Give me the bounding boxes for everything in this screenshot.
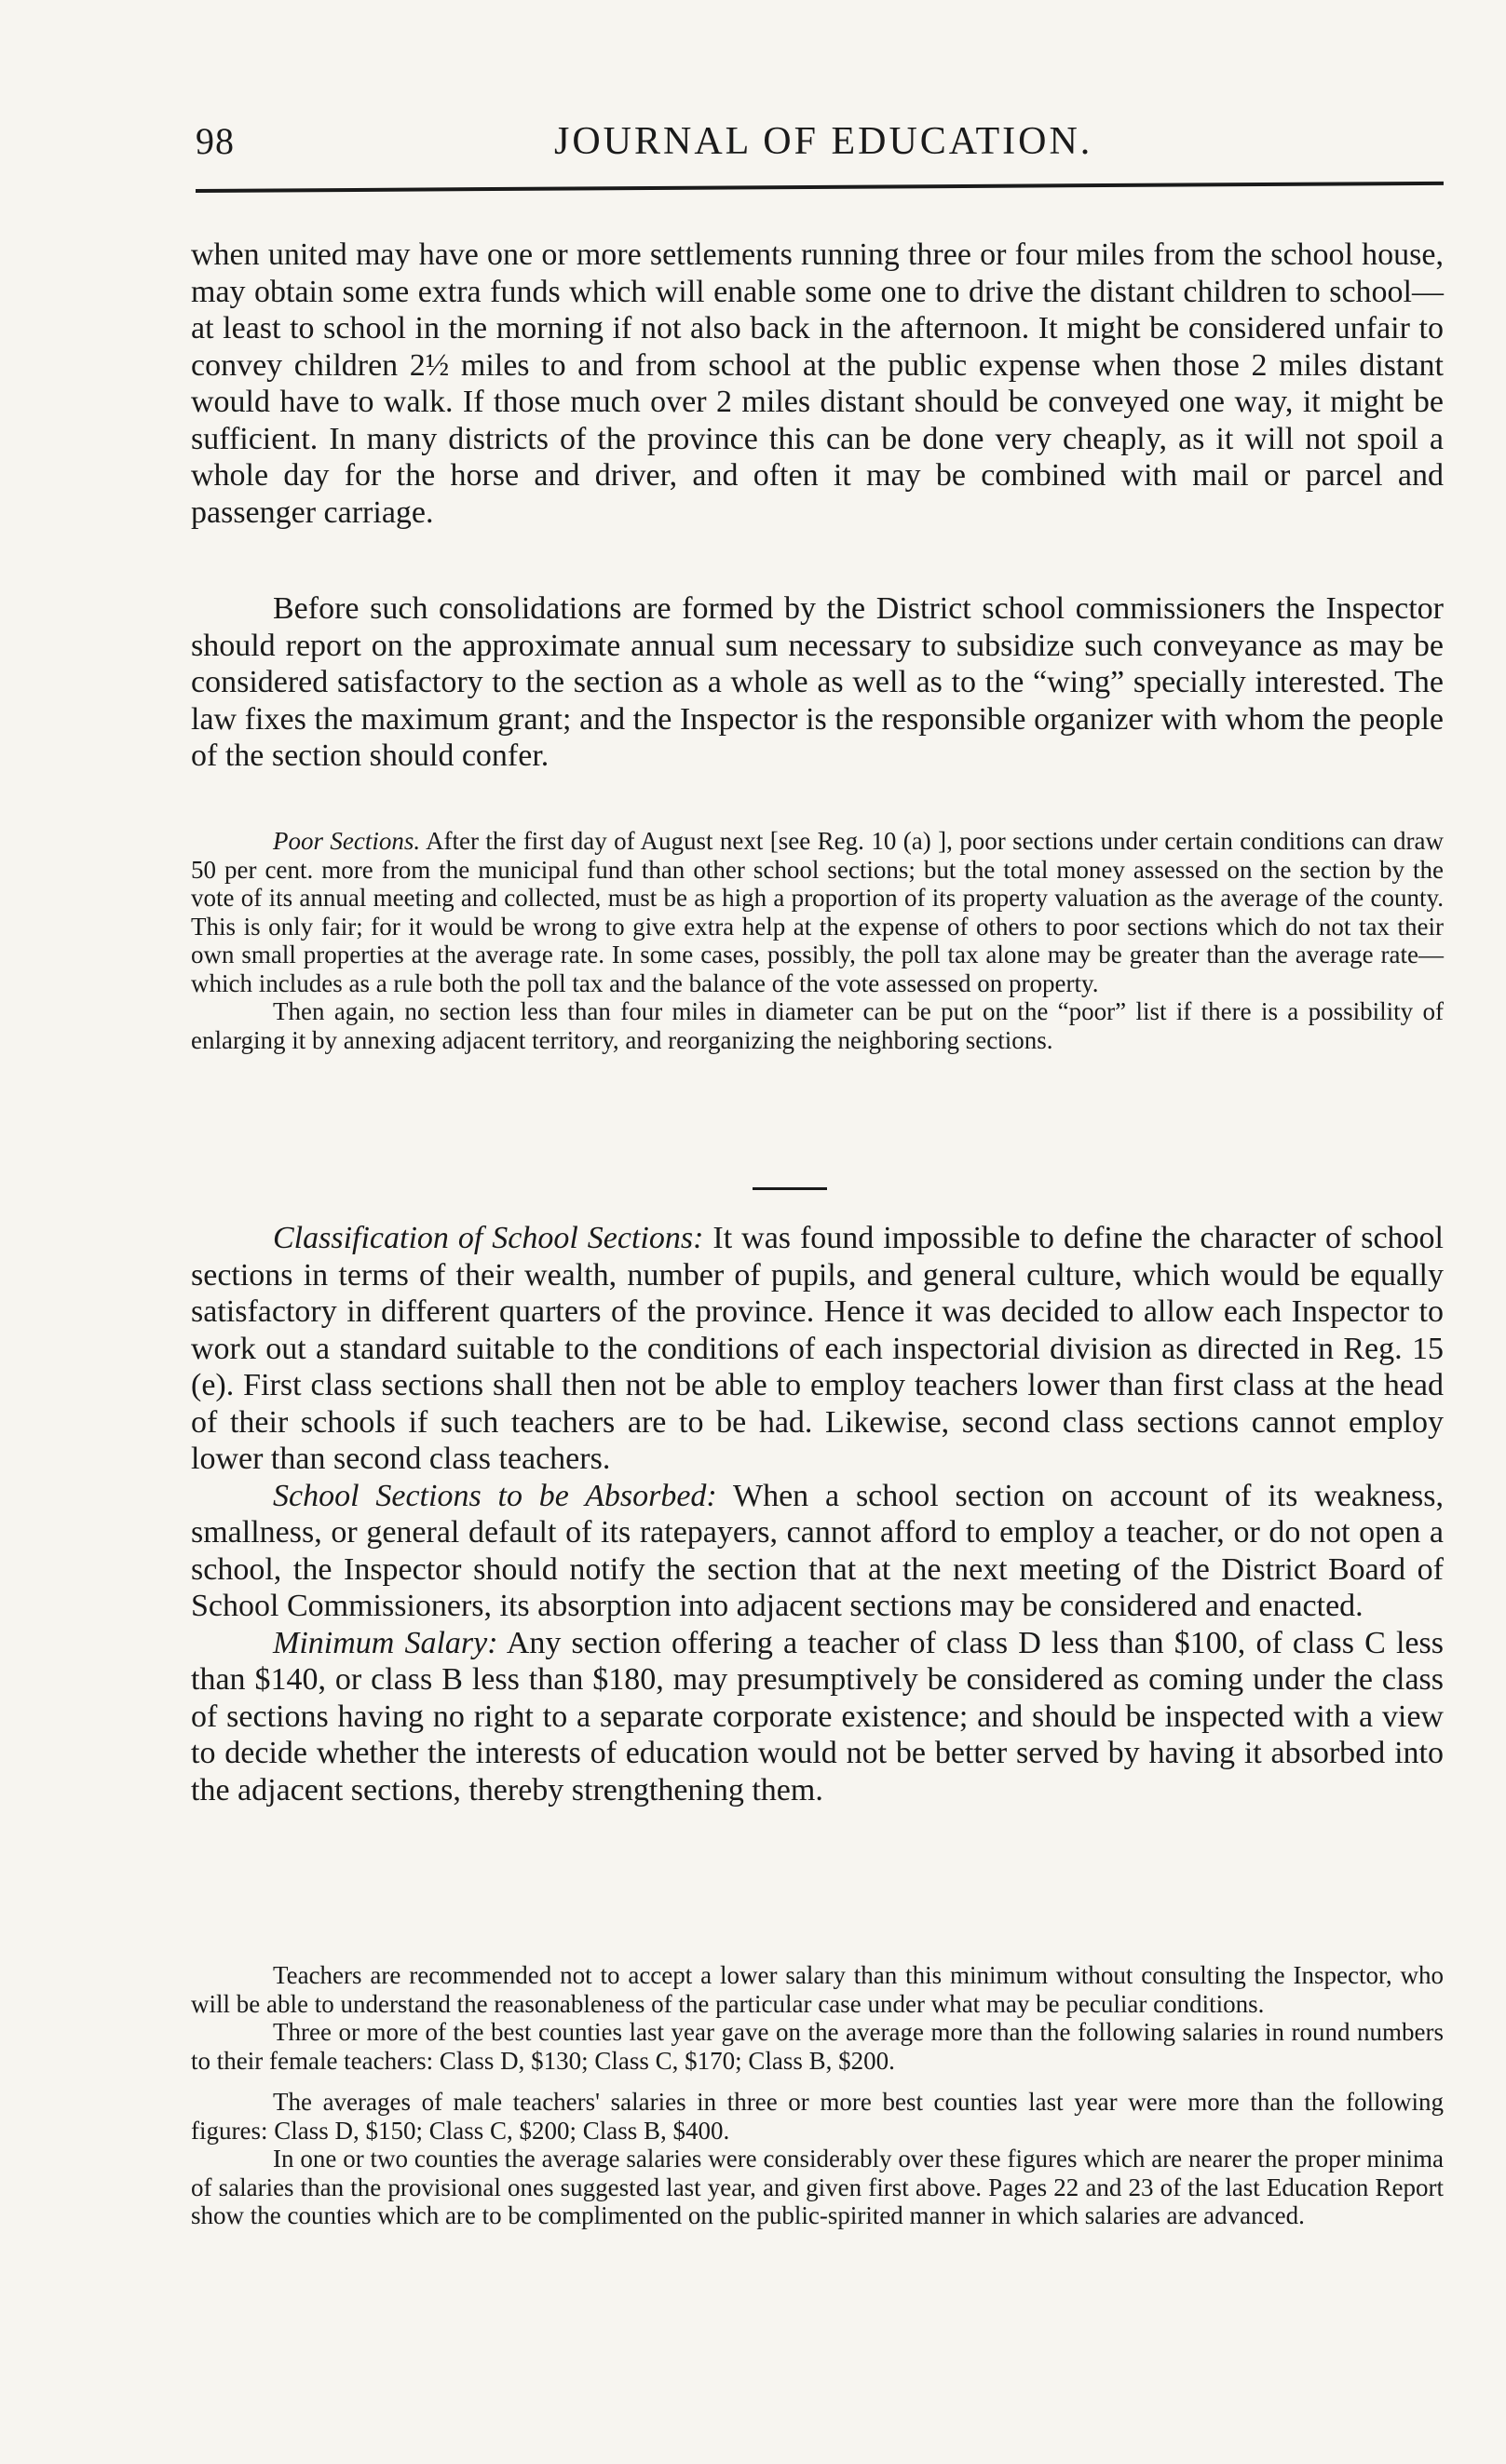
recommend-note: Teachers are recommended not to accept a lower salary than this minimum without consulting the Inspector, who will be able to understand the reasonableness of the particular case under what may be peculiar conditions. — [191, 1961, 1444, 2018]
male-salaries-note: The averages of male teachers' salaries in three or more best counties last year were more than the following figures: Class D, $150; Class C, $200; Class B, $400. — [191, 2088, 1444, 2145]
minimum-salary-paragraph — [191, 1625, 1444, 1809]
absorbed-heading: School Sections to be Absorbed: — [273, 1478, 717, 1513]
journal-title: JOURNAL OF EDUCATION. — [554, 120, 1093, 163]
poor-sections-block — [191, 827, 1444, 1054]
classification-paragraph — [191, 1220, 1444, 1478]
poor-list-paragraph: Then again, no section less than four miles in diameter can be put on the “poor” list if there is a possibility of enlarging it by annexing adjacent territory, and reorganizing the neighboring sections. — [191, 997, 1444, 1054]
minimum-salary-heading: Minimum Salary: — [273, 1625, 498, 1660]
consolidation-paragraph: Before such consolidations are formed by the District school commissioners the Inspector should report on the approximate annual sum necessary to subsidize such conveyance as may be considered satisfactory to the section as a whole as well as to the “wing” specially interested. The law fixes the maximum grant; and the Inspector is the responsible organizer with whom the people of the section should confer. — [191, 591, 1444, 773]
poor-sections-heading: Poor Sections. — [273, 827, 421, 855]
salary-notes-block — [191, 1961, 1444, 2230]
continued-paragraph-block — [191, 237, 1444, 531]
section-separator — [753, 1187, 827, 1190]
poor-sections-text: After the first day of August next [see Reg. 10 (a) ], poor sections under certain conditions can draw 50 per cent. more from the municipal fund than other school sections; but the total money assessed on the section by the vote of its annual meeting and collected, must be as high a proportion of its property valuation as the average of the county. This is only fair; for it would be wrong to give extra help at the expense of others to poor sections which do not tax their own small properties at the average rate. In some cases, possibly, the poll tax alone may be greater than the average rate—which includes as a rule both the poll tax and the balance of the vote assessed on property. — [191, 827, 1444, 997]
consolidation-paragraph-block — [191, 590, 1444, 775]
classification-text: It was found impossible to define the character of school sections in terms of their wealth, number of pupils, and general culture, which would be equally satisfactory in different quarters of the province. Hence it was decided to allow each Inspector to work out a standard suitable to the conditions of each inspectorial division as directed in Reg. 15 (e). First class sections shall then not be able to employ teachers lower than first class at the head of their schools if such teachers are to be had. Likewise, second class sections cannot employ lower than second class teachers. — [191, 1221, 1444, 1476]
minimum-salary-text: Any section offering a teacher of class D less than $100, of class C less than $140, or class B less than $180, may presumptively be considered as coming under the class of sections having no right to a separate corporate existence; and should be inspected with a view to decide whether the interests of education would not be better served by having it absorbed into the adjacent sections, thereby strengthening them. — [191, 1625, 1444, 1807]
female-salaries-note: Three or more of the best counties last year gave on the average more than the following salaries in round numbers to their female teachers: Class D, $130; Class C, $170; Class B, $200. — [191, 2018, 1444, 2075]
classification-block — [191, 1220, 1444, 1808]
header-rule — [196, 182, 1444, 193]
counties-note: In one or two counties the average salaries were considerably over these figures which are nearer the proper minima of salaries than the provisional ones suggested last year, and given first above. Pages 22 and 23 of the last Education Report show the counties which are to be complimented on the public-spirited manner in which salaries are advanced. — [191, 2145, 1444, 2229]
page-number: 98 — [196, 120, 235, 162]
absorbed-text: When a school section on account of its weakness, smallness, or general default of its ratepayers, cannot afford to employ a teacher, or do not open a school, the Inspector should notify the section that at the next meeting of the District Board of School Commissioners, its absorption into adjacent sections may be considered and enacted. — [191, 1478, 1444, 1623]
page-header — [196, 119, 1434, 175]
classification-heading: Classification of School Sections: — [273, 1221, 704, 1255]
absorbed-paragraph — [191, 1478, 1444, 1625]
poor-sections-paragraph — [191, 827, 1444, 997]
continued-paragraph: when united may have one or more settlements running three or four miles from the school house, may obtain some extra funds which will enable some one to drive the distant children to school—at least to school in the morning if not also back in the afternoon. It might be considered unfair to convey children 2½ miles to and from school at the public expense when those 2 miles distant would have to walk. If those much over 2 miles distant should be conveyed one way, it might be sufficient. In many districts of the province this can be done very cheaply, as it will not spoil a whole day for the horse and driver, and often it may be combined with mail or parcel and passenger carriage. — [191, 237, 1444, 530]
